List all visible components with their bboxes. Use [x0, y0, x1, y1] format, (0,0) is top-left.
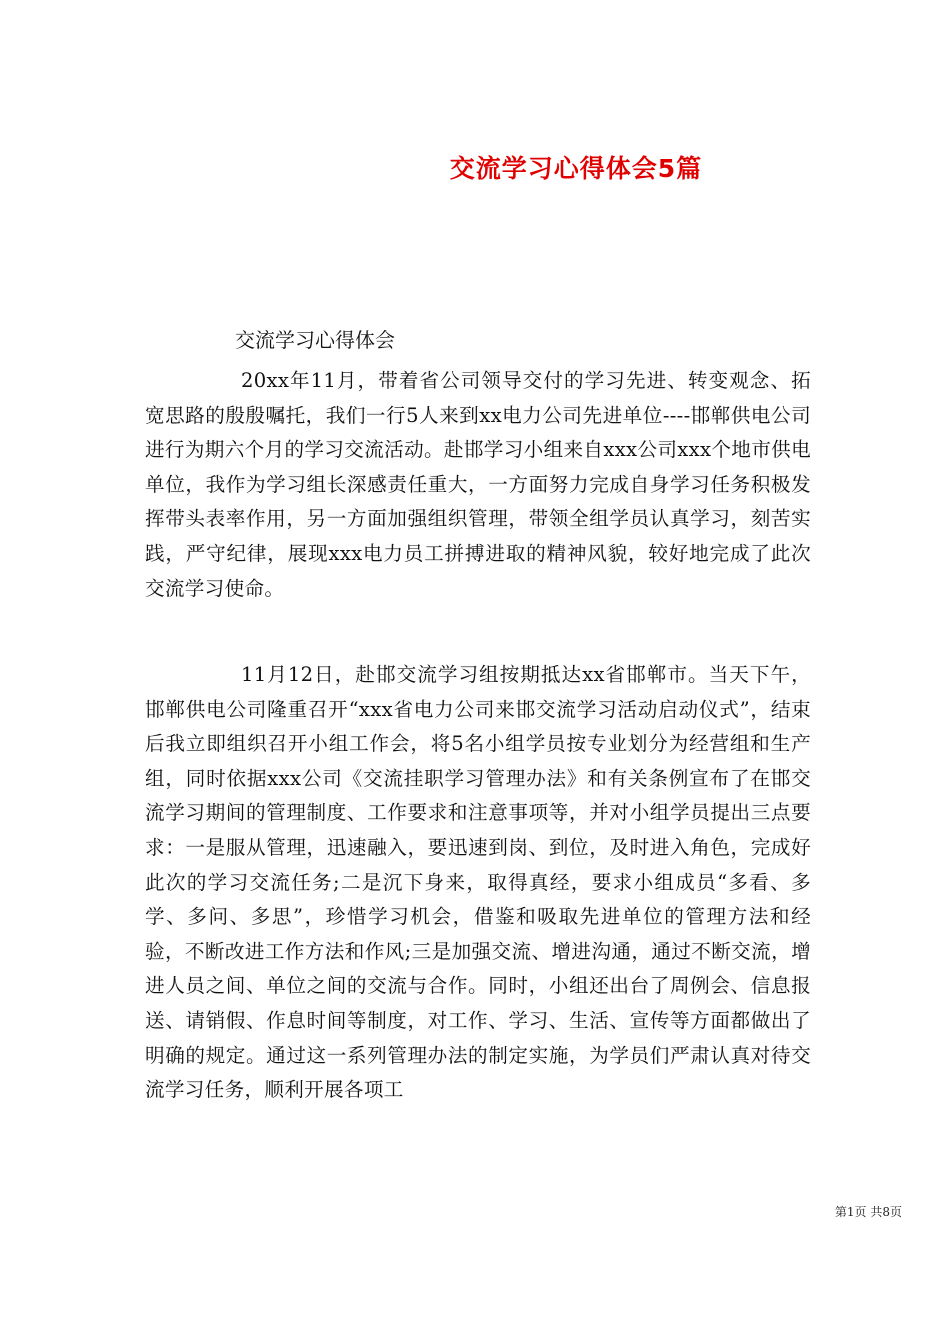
body-paragraph: 20xx年11月，带着省公司领导交付的学习先进、转变观念、拓宽思路的殷殷嘱托，我们一行5人来到xx电力公司先进单位----邯郸供电公司进行为期六个月的学习交流活动。赴邯学习小组来自xxx公司xxx个地市供电单位，我作为学习组长深感责任重大，一方面努力完成自身学习任务积极发挥带头表率作用，另一方面加强组织管理，带领全组学员认真学习，刻苦实践，严守纪律，展现xxx电力员工拼搏进取的精神风貌，较好地完成了此次交流学习使命。 — [145, 369, 811, 600]
document-title: 交流学习心得体会5篇 — [449, 153, 703, 183]
page-number-footer: 第1页 共8页 — [834, 1205, 902, 1219]
section-heading: 交流学习心得体会 — [235, 328, 395, 352]
body-paragraph: 11月12日，赴邯交流学习组按期抵达xx省邯郸市。当天下午，邯郸供电公司隆重召开“xxx省电力公司来邯交流学习活动启动仪式”，结束后我立即组织召开小组工作会，将5名小组学员按专业划分为经营组和生产组，同时依据xxx公司《交流挂职学习管理办法》和有关条例宣布了在邯交流学习期间的管理制度、工作要求和注意事项等，并对小组学员提出三点要求：一是服从管理，迅速融入，要迅速到岗、到位，及时进入角色，完成好此次的学习交流任务;二是沉下身来，取得真经，要求小组成员“多看、多学、多问、多思”，珍惜学习机会，借鉴和吸取先进单位的管理方法和经验，不断改进工作方法和作风;三是加强交流、增进沟通，通过不断交流，增进人员之间、单位之间的交流与合作。同时，小组还出台了周例会、信息报送、请销假、作息时间等制度，对工作、学习、生活、宣传等方面都做出了明确的规定。通过这一系列管理办法的制定实施，为学员们严肃认真对待交流学习任务，顺利开展各项工 — [145, 663, 811, 1102]
